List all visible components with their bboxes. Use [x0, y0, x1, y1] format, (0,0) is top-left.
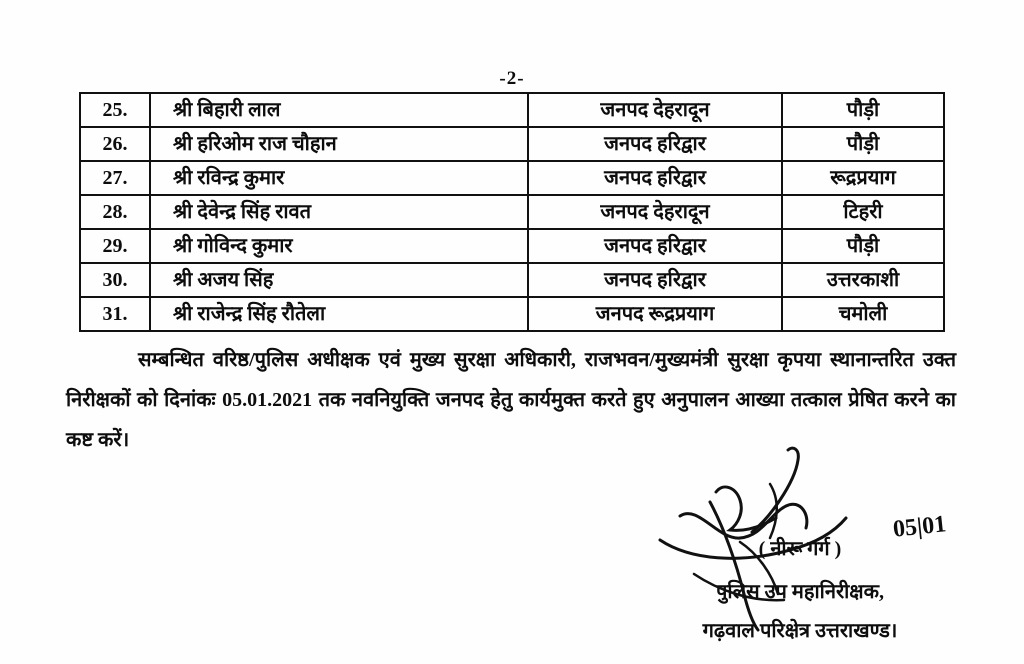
- cell-name: श्री देवेन्द्र सिंह रावत: [150, 195, 528, 229]
- table-row: [80, 161, 944, 195]
- table-row: [80, 195, 944, 229]
- cell-sno: 31.: [80, 297, 150, 331]
- body-paragraph: [66, 340, 956, 460]
- cell-from: जनपद हरिद्वार: [528, 161, 782, 195]
- cell-from: जनपद हरिद्वार: [528, 229, 782, 263]
- signature-date: 05|01: [891, 511, 948, 543]
- table-body: [80, 93, 944, 331]
- cell-sno: 29.: [80, 229, 150, 263]
- signatory-title: पुलिस उप महानिरीक्षक,: [715, 581, 885, 603]
- paragraph-line-2: स्थानान्तरित उक्त निरीक्षकों को दिनांकः 05.01.2021 तक नवनियुक्ति जनपद हेतु कार्यमुक्त करते हुए: [66, 349, 957, 411]
- cell-sno: 26.: [80, 127, 150, 161]
- table-row: [80, 93, 944, 127]
- cell-sno: 25.: [80, 93, 150, 127]
- page-number: -2-: [499, 68, 525, 89]
- cell-to: पौड़ी: [782, 229, 944, 263]
- cell-from: जनपद देहरादून: [528, 195, 782, 229]
- cell-name: श्री हरिओम राज चौहान: [150, 127, 528, 161]
- cell-name: श्री गोविन्द कुमार: [150, 229, 528, 263]
- cell-to: टिहरी: [782, 195, 944, 229]
- cell-name: श्री अजय सिंह: [150, 263, 528, 297]
- cell-name: श्री रविन्द्र कुमार: [150, 161, 528, 195]
- cell-from: जनपद हरिद्वार: [528, 127, 782, 161]
- table-row: [80, 263, 944, 297]
- table-row: [80, 229, 944, 263]
- cell-to: पौड़ी: [782, 93, 944, 127]
- paragraph-line-3: अनुपालन आख्या तत्काल प्रेषित करने का कष्ट करें।: [66, 389, 956, 451]
- signatory-region: गढ़वाल परिक्षेत्र उत्तराखण्ड।: [702, 620, 898, 642]
- cell-name: श्री बिहारी लाल: [150, 93, 528, 127]
- transfer-table: [79, 92, 945, 332]
- table-row: [80, 297, 944, 331]
- table-row: [80, 127, 944, 161]
- cell-to: चमोली: [782, 297, 944, 331]
- cell-to: उत्तरकाशी: [782, 263, 944, 297]
- cell-to: रूद्रप्रयाग: [782, 161, 944, 195]
- signature-block: [600, 448, 1000, 643]
- cell-name: श्री राजेन्द्र सिंह रौतेला: [150, 297, 528, 331]
- cell-sno: 30.: [80, 263, 150, 297]
- cell-sno: 28.: [80, 195, 150, 229]
- signatory-name: ( नीरू गर्ग ): [758, 538, 842, 560]
- cell-from: जनपद देहरादून: [528, 93, 782, 127]
- cell-from: जनपद हरिद्वार: [528, 263, 782, 297]
- cell-sno: 27.: [80, 161, 150, 195]
- paragraph-line-1: सम्बन्धित वरिष्ठ/पुलिस अधीक्षक एवं मुख्य सुरक्षा अधिकारी, राजभवन/मुख्यमंत्री सुरक्षा कृपया: [138, 349, 822, 371]
- cell-from: जनपद रूद्रप्रयाग: [528, 297, 782, 331]
- cell-to: पौड़ी: [782, 127, 944, 161]
